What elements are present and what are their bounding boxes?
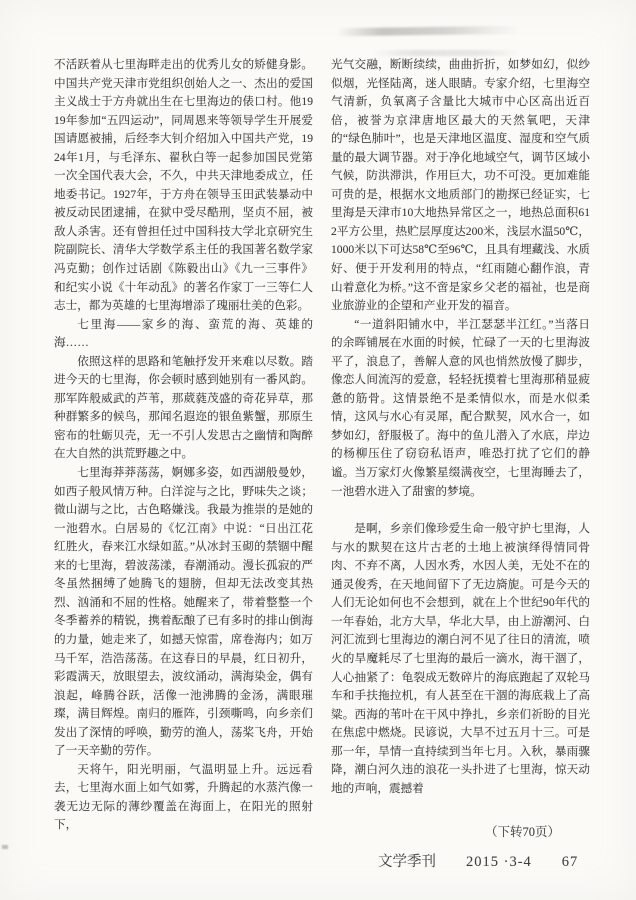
paragraph: “一道斜阳铺水中，半江瑟瑟半江红。”当落日的余晖铺展在水面的时候，忙碌了一天的七里海波平了，浪息了，善解人意的风也悄然放慢了脚步，像恋人间流泻的爱意，轻轻抚摸着七里海那稍显疲惫的筋骨。这情景绝不是柔情似水，而是水似柔情，这风与水心有灵犀，配合默契，风水合一，如梦如幻，舒服极了。海中的鱼儿潜入了水底，岸边的杨柳压住了窃窃私语声，唯恐打扰了它们的静谧。当万家灯火像繁星缀满夜空，七里海睡去了，一池碧水进入了甜蜜的梦境。 — [331, 317, 590, 498]
paragraph: 七里海——家乡的海、蛮荒的海、英雄的海…… — [54, 317, 313, 350]
text-column-left — [54, 56, 313, 848]
paragraph: 依照这样的思路和笔触抒发开来难以尽数。踏进今天的七里海，你会顿时感到她别有一番风韵。那军阵般威武的芦苇，那葳蕤茂盛的奇花异草，那种群繁多的候鸟，那闻名遐迩的银鱼紫蟹，那原生密布的牡蛎贝壳，无一不引人发思古之幽情和陶醉在大自然的洪荒野趣之中。 — [54, 354, 313, 461]
scan-edge-mark — [2, 845, 8, 849]
page-number: 67 — [561, 854, 579, 870]
text-column-right — [331, 56, 590, 824]
page-footer — [378, 850, 578, 871]
paragraph: 不活跃着从七里海畔走出的优秀儿女的矫健身影。中国共产党天津市党组织创始人之一、杰出的爱国主义战士于方舟就出生在七里海边的俵口村。他1919年参加“五四运动”，同周恩来等领导学生开展爱国请愿被捕，后经李大钊介绍加入中国共产党，1924年1月，与毛泽东、翟秋白等一起参加国民党第一次全国代表大会，不久，中共天津地委成立，任地委书记。1927年，于方舟在领导玉田武装暴动中被反动民团逮捕，在狱中受尽酷刑，坚贞不屈，被敌人杀害。还有曾担任过中国科技大学北京研究生院副院长、清华大学数学系主任的我国著名数学家冯克勤；创作过话剧《陈毅出山》《九一三事件》和纪实小说《十年动乱》的著名作家丁一三等仁人志士，都为英雄的七里海增添了瑰丽壮美的色彩。 — [54, 58, 313, 313]
paragraph: 光气交融，断断续续，曲曲折折，如梦如幻，似纱似烟，光怪陆离，迷人眼睛。专家介绍，七里海空气清新，负氧离子含量比大城市中心区高出近百倍，被誉为京津唐地区最大的天然氧吧，天津的“绿色肺叶”，也是天津地区温度、湿度和空气质量的最大调节器。对于净化地域空气，调节区域小气候，防洪滞洪，作用巨大，功不可没。更加难能可贵的是，根据水文地质部门的勘探已经证实，七里海是天津市10大地热异常区之一，地热总面积612平方公里，热贮层厚度达200米，浅层水温50℃，1000米以下可达58℃至96℃，且具有埋藏浅、水质好、便于开发利用的特点，“红雨随心翻作浪，青山着意化为桥。”这不啻是家乡父老的福祉，也是商业旅游业的企望和产业开发的福音。 — [331, 58, 590, 313]
paragraph: 是啊，乡亲们像珍爱生命一般守护七里海，人与水的默契在这片古老的土地上被演绎得情同骨肉、不弃不离，人因水秀，水因人美，无处不在的通灵俊秀，在天地间留下了无边旖旎。可是今天的人们无论如何也不会想到，就在上个世纪90年代的一年春始，北方大旱，华北大旱，由上游潮河、白河汇流到七里海边的潮白河不见了往日的清流，喷火的旱魔耗尽了七里海的最后一滴水，海干涸了，人心抽紧了：龟裂成无数碎片的海底跑起了双轮马车和手扶拖拉机，有人甚至在干涸的海底栽上了高粱。西海的苇叶在干风中挣扎，乡亲们祈盼的目光在焦虑中燃烧。民谚说，大旱不过五月十三。可是那一年，旱情一直持续到当年七月。入秋，暴雨骤降，潮白河久违的浪花一头扑进了七里海，惊天动地的声响，震撼着 — [331, 522, 590, 795]
paragraph: 七里海莽莽荡荡，婀娜多姿，如西湖般曼妙，如西子般风情万种。白洋淀与之比，野味失之谈；微山湖与之比，古色略嫌浅。我最为推崇的是她的一池碧水。白居易的《忆江南》中说：“日出江花红胜火，春来江水绿如蓝。”从冰封玉砌的禁锢中醒来的七里海，碧波荡漾，春潮涌动。漫长孤寂的严冬虽然捆缚了她腾飞的翅膀，但却无法改变其热烈、汹涌和不屈的性格。她醒来了，带着整整一个冬季蓄养的精锐，携着酝酿了已有多时的排山倒海的力量，她走来了，如撼天惊雷，席卷海内；如万马千军，浩浩荡荡。在这春日的早晨，红日初升，彩霞满天，放眼望去，波纹涌动，满海染金，偶有浪起，峰腾谷跃，活像一池沸腾的金汤，满眼璀璨，满目辉煌。南归的雁阵，引颈嘶鸣，向乡亲们发出了深情的呼唤，勤劳的渔人，荡桨飞舟，开始了一天辛勤的劳作。 — [54, 466, 313, 758]
journal-title: 文学季刊 — [378, 854, 436, 870]
issue-number: 2015 ·3-4 — [466, 854, 532, 870]
continuation-note — [331, 822, 590, 840]
continuation-note-text: （下转70页） — [484, 825, 560, 839]
scan-streak-artifact — [336, 26, 520, 37]
paragraph: 天将午，阳光明丽，气温明显上升。远远看去，七里海水面上如气如雾，升腾起的水蒸汽像一袭无边无际的薄纱覆盖在海面上，在阳光的照射下， — [54, 762, 313, 832]
